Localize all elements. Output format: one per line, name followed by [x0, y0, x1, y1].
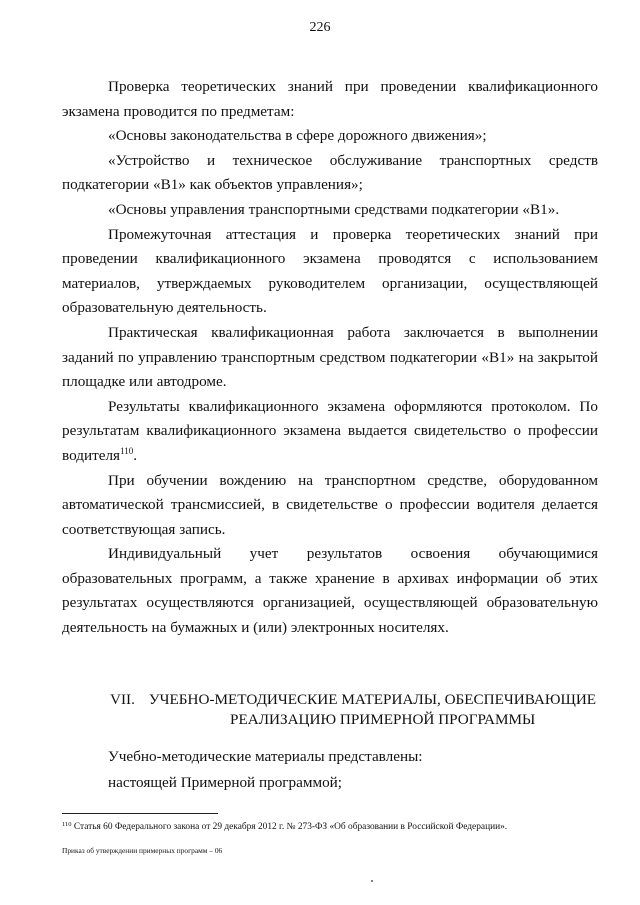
- footnote-number: 110: [62, 821, 72, 828]
- paragraph-exam-results: Результаты квалификационного экзамена оформляются протоколом. По результатам квалификационного экзамена выдается свидетельство о профессии водителя$^{110}$.: [62, 397, 598, 464]
- footnote-separator: [62, 813, 218, 814]
- paragraph-interim-assessment: Промежуточная аттестация и проверка теоретических знаний при проведении квалификационного экзамена проводятся с использованием материалов, утверждаемых руководителем организации, осуществляющей образовательную деятельность.: [62, 225, 598, 317]
- footnote-reference[interactable]: 110: [120, 445, 134, 456]
- paragraph-practical-work: Практическая квалификационная работа заключается в выполнении заданий по управлению транспортным средством подкатегории «В1» на закрытой площадке или автодроме.: [62, 323, 598, 391]
- paragraph-materials-intro: Учебно-методические материалы представлены:: [108, 748, 423, 765]
- paragraph-subject-legislation: «Основы законодательства в сфере дорожного движения»;: [108, 127, 487, 145]
- paragraph-exam-subjects: Проверка теоретических знаний при проведении квалификационного экзамена проводится по предметам:: [62, 78, 598, 120]
- page-number: 226: [309, 20, 331, 35]
- paragraph-individual-records: Индивидуальный учет результатов освоения обучающимися образовательных программ, а также хранение в архивах информации об этих результатах осуществляются организацией, осуществляющей образовательную деятельность на бумажных и (или) электронных носителях.: [62, 545, 598, 637]
- scan-dot: [371, 880, 373, 882]
- footnote-text: Статья 60 Федерального закона от 29 декабря 2012 г. № 273-ФЗ «Об образовании в Российской Федерации».: [71, 822, 508, 832]
- paragraph-subject-control: «Основы управления транспортными средствами подкатегории «В1».: [108, 200, 560, 218]
- exam-results-text: Результаты квалификационного экзамена оформляются протоколом. По результатам квалификационного экзамена выдается свидетельство о профессии водителя: [62, 397, 598, 464]
- section-body: [62, 744, 598, 796]
- document-body: [62, 75, 598, 641]
- section-title-line2: РЕАЛИЗАЦИЮ ПРИМЕРНОЙ ПРОГРАММЫ: [230, 711, 536, 728]
- document-footer: Приказ об утверждении примерных программ – 06: [62, 846, 223, 855]
- paragraph-automatic-transmission: При обучении вождению на транспортном средстве, оборудованном автоматической трансмиссией, в свидетельстве о профессии водителя делается соответствующая запись.: [62, 471, 598, 538]
- paragraph-subject-maintenance: «Устройство и техническое обслуживание транспортных средств подкатегории «В1» как объектов управления»;: [62, 151, 598, 194]
- paragraph-materials-program: настоящей Примерной программой;: [108, 774, 343, 791]
- section-heading-block: [62, 690, 598, 730]
- section-title-line1: УЧЕБНО-МЕТОДИЧЕСКИЕ МАТЕРИАЛЫ, ОБЕСПЕЧИВАЮЩИЕ: [148, 691, 597, 708]
- footnote: [62, 819, 622, 833]
- section-heading: [62, 690, 598, 730]
- section-number: VII.: [110, 691, 135, 708]
